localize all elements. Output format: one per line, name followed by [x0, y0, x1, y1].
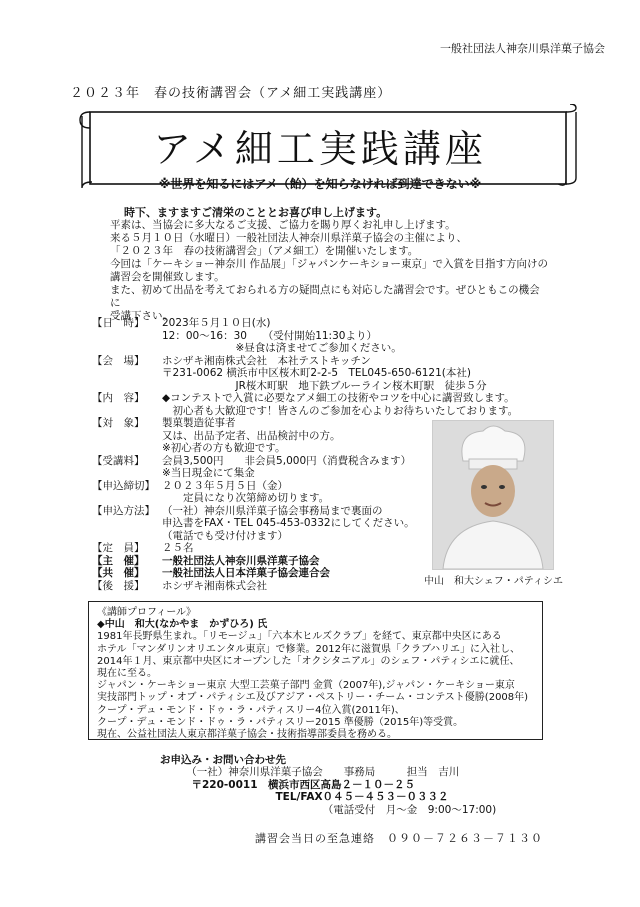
detail-label: 【主 催】 — [92, 554, 145, 567]
detail-value: ※初心者の方も歓迎です。 — [162, 442, 286, 454]
detail-value: （電話でも受け付けます） — [162, 529, 288, 542]
profile-line: クープ・デュ・モンド・ドゥ・ラ・パティスリー4位入賞(2011年)、 — [97, 704, 405, 716]
page-title: アメ細工実践講座 — [153, 127, 487, 171]
detail-label: 【会 場】 — [92, 354, 145, 367]
detail-value: ２５名 — [162, 542, 194, 554]
emergency-contact: 講習会当日の至急連絡 ０９０－７２６３－７１３０ — [255, 832, 543, 845]
photo-caption: 中山 和大シェフ・パティシエ — [424, 576, 563, 587]
detail-label: 【申込締切】 — [92, 479, 155, 492]
profile-line: 2014年１月、東京都中央区にオープンした「オクシタニアル」のシェフ・パティシエに就任、 — [97, 655, 520, 667]
profile-line: クープ・デュ・モンド・ドゥ・ラ・パティスリー2015 準優勝（2015年)等受賞。 — [97, 716, 464, 728]
detail-value: 2023年５月１０日(水) — [162, 317, 271, 329]
chef-photo — [432, 420, 554, 570]
intro-line: 今回は「ケーキショー神奈川 作品展」「ジャパンケーキショー東京」で入賞を目指す方向けの — [110, 258, 549, 270]
detail-value: 申込書をFAX・TEL 045-453-0332にしてください。 — [162, 517, 415, 529]
detail-label: 【受講料】 — [92, 454, 145, 467]
profile-line: 現在、公益社団法人東京都洋菓子協会・技術指導部委員を務める。 — [97, 729, 397, 741]
event-subtitle: ２０２３年 春の技術講習会（アメ細工実践講座） — [70, 86, 392, 101]
detail-value: 会員3,500円 非会員5,000円（消費税含みます） — [162, 454, 412, 467]
profile-name: ◆中山 和大(なかやま かずひろ) 氏 — [97, 619, 268, 631]
intro-line: また、初めて出品を考えておられる方の疑問点にも対応した講習会です。ぜひともこの機会に — [110, 284, 540, 309]
organization-name: 一般社団法人神奈川県洋菓子協会 — [440, 42, 605, 55]
detail-value: 製菓製造従事者 — [162, 417, 236, 429]
tagline: ※世界を知るにはアメ（飴）を知らなければ到達できない※ — [158, 177, 482, 191]
detail-value: 定員になり次第締め切ります。 — [162, 492, 330, 504]
intro-line: 時下、ますますご清栄のこととお喜び申し上げます。 — [124, 206, 388, 219]
detail-label: 【共 催】 — [92, 567, 145, 579]
detail-value: ２０２３年５月５日（金） — [162, 479, 288, 492]
detail-label: 【申込方法】 — [92, 504, 155, 517]
detail-venue — [92, 355, 492, 393]
intro-line: 来る５月１０日（水曜日）一般社団法人神奈川県洋菓子協会の主催により、 — [110, 232, 467, 244]
detail-value: ホシザキ湘南株式会社 本社テストキッチン — [162, 354, 371, 367]
detail-label: 【内 容】 — [92, 392, 145, 404]
intro-line: 平素は、当協会に多大なるご支援、ご協力を賜り厚くお礼申し上げます。 — [110, 219, 456, 231]
profile-line: 1981年長野県生まれ。「リモージュ」「六本木ヒルズクラブ」を経て、東京都中央区にある — [97, 631, 502, 643]
profile-line: 現在に至る。 — [97, 668, 157, 680]
intro-line: 講習会を開催致します。 — [110, 271, 225, 283]
detail-label: 【後 援】 — [92, 579, 145, 592]
detail-date — [92, 317, 492, 355]
detail-value: 〒231-0062 横浜市中区桜木町2-2-5 TEL045-650-6121(本社) — [162, 367, 471, 379]
detail-value: 12：00～16：30 （受付開始11:30より） — [162, 329, 377, 342]
profile-line: 実技部門トップ・オブ・パティシエ及びアジア・ペストリー・チーム・コンテスト優勝(2008年) — [97, 692, 529, 704]
contact-line: お申込み・お問い合わせ先 — [160, 754, 286, 766]
contact-line: TEL/FAX０４５－４５３－０３３２ — [160, 791, 449, 804]
detail-value: 一般社団法人神奈川県洋菓子協会 — [162, 554, 320, 567]
contact-info — [160, 754, 496, 816]
detail-label: 【定 員】 — [92, 542, 145, 554]
detail-label: 【対 象】 — [92, 417, 145, 429]
instructor-profile — [88, 601, 543, 740]
detail-label: 【日 時】 — [92, 317, 145, 329]
profile-line: ジャパン・ケーキショー東京 大型工芸菓子部門 金賞（2007年),ジャパン・ケーキショー東京 — [97, 680, 515, 692]
intro-line: 受講下さい。 — [110, 310, 173, 322]
detail-value: ◆コンテストで入賞に必要なアメ細工の技術やコツを中心に講習致します。 — [162, 392, 515, 404]
profile-heading: 《講師プロフィール》 — [97, 607, 196, 618]
detail-content — [92, 392, 519, 417]
detail-value: ホシザキ湘南株式会社 — [162, 579, 267, 592]
profile-line: ホテル「マンダリンオリエンタル東京」で修業。2012年に滋賀県「クラブハリエ」に入社し、 — [97, 643, 520, 655]
detail-value: JR桜木町駅 地下鉄ブルーライン桜木町駅 徒歩５分 — [162, 379, 487, 392]
chef-illustration — [433, 421, 553, 569]
detail-value: 一般社団法人日本洋菓子協会連合会 — [162, 567, 330, 579]
detail-value: 初心者も大歓迎です！皆さんのご参加を心よりお待ちいたしております。 — [162, 404, 519, 417]
detail-value: ※昼食は済ませてご参加ください。 — [162, 342, 402, 354]
intro-text — [110, 206, 550, 323]
contact-line: （電話受付 月～金 9:00～17:00) — [160, 803, 497, 816]
contact-line: （一社）神奈川県洋菓子協会 事務局 担当 吉川 — [160, 766, 460, 779]
intro-line: 「２０２３年 春の技術講習会」（アメ細工）を開催いたします。 — [110, 245, 419, 257]
detail-value: （一社）神奈川県洋菓子協会事務局まで裏面の — [162, 504, 383, 517]
contact-line: 〒220-0011 横浜市西区高島２－１０－２５ — [160, 778, 415, 791]
detail-value: 又は、出品予定者、出品検討中の方。 — [162, 429, 341, 442]
detail-value: ※当日現金にて集金 — [162, 467, 255, 479]
